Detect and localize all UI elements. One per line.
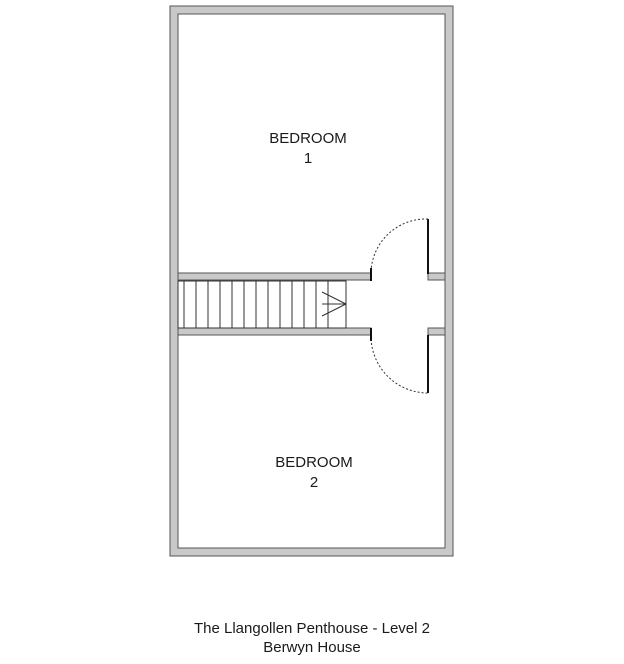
plan-caption-subtitle: Berwyn House <box>263 639 361 656</box>
bedroom-2-number: 2 <box>309 474 319 491</box>
door-bedroom-1 <box>371 219 428 281</box>
plan-caption-title: The Llangollen Penthouse - Level 2 <box>193 620 430 637</box>
corridor-lower-wall-left <box>178 328 371 335</box>
bedroom-1-number: 1 <box>303 150 313 167</box>
corridor-upper-wall-left <box>178 273 371 280</box>
bedroom-2-label: BEDROOM <box>275 454 353 471</box>
staircase <box>178 281 346 328</box>
corridor-lower-wall-right <box>428 328 445 335</box>
door-bedroom-2 <box>371 328 428 393</box>
bedroom-1-label: BEDROOM <box>269 130 347 147</box>
corridor-upper-wall-right <box>428 273 445 280</box>
